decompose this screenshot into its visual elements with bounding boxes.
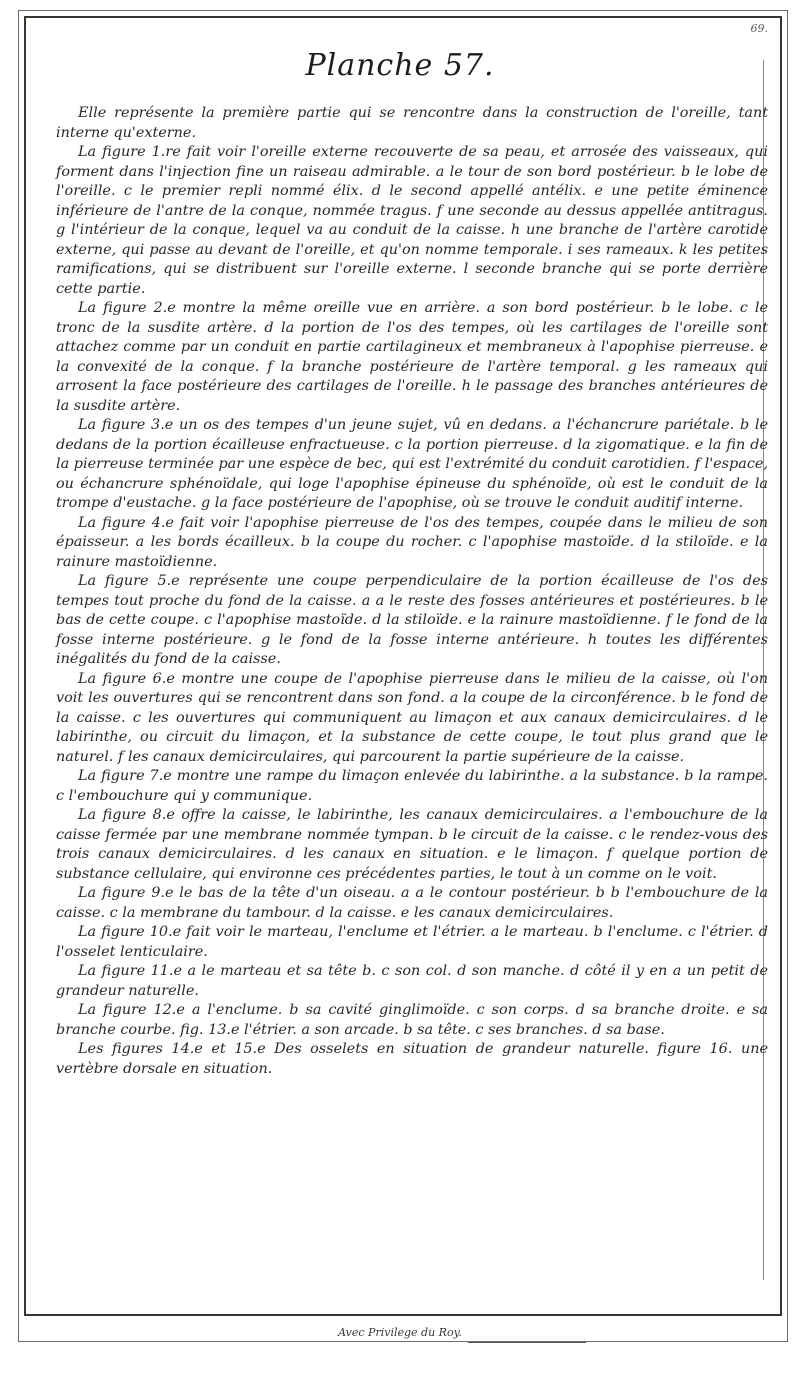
paragraph-figure-12: La figure 12.e a l'enclume. b sa cavité ginglimoïde. c son corps. d sa branche droite. e sa branche courbe. fig. 13.e l'étrier. a son arcade. b sa tête. c ses branches. d sa base. — [56, 1002, 768, 1038]
paragraph-figure-8: La figure 8.e offre la caisse, le labirinthe, les canaux demicirculaires. a l'embouchure de la caisse fermée par une membrane nommée tympan. b le circuit de la caisse. c le rendez-vous des trois canaux demicirculaires. d les canaux en situation. e le limaçon. f quelque portion de substance cellulaire, qui environne ces précédentes parties, le tout à un comme on le voit. — [56, 807, 768, 882]
paragraph-figure-4: La figure 4.e fait voir l'apophise pierreuse de l'os des tempes, coupée dans le milieu de son épaisseur. a les bords écailleux. b la coupe du rocher. c l'apophise mastoïde. d la stiloïde. e la rainure mastoïdienne. — [56, 514, 768, 570]
paragraph-figure-2: La figure 2.e montre la même oreille vue en arrière. a son bord postérieur. b le lobe. c le tronc de la susdite artère. d la portion de l'os des tempes, où les cartilages de l'oreille sont attachez comme par un conduit en partie cartilagineux et membraneux à l'apophise pierreuse. e la convexité de la conque. f la branche postérieure de l'artère temporal. g les rameaux qui arrosent la face postérieure des cartilages de l'oreille. h le passage des branches antérieures de la susdite artère. — [56, 300, 768, 414]
paragraph-figure-10: La figure 10.e fait voir le marteau, l'enclume et l'étrier. a le marteau. b l'enclume. c l'étrier. d l'osselet lenticulaire. — [56, 924, 768, 960]
paragraph-figure-7: La figure 7.e montre une rampe du limaçon enlevée du labirinthe. a la substance. b la rampe. c l'embouchure qui y communique. — [56, 768, 768, 804]
paragraph-figure-6: La figure 6.e montre une coupe de l'apophise pierreuse dans le milieu de la caisse, où l'on voit les ouvertures qui se rencontrent dans son fond. a la coupe de la circonférence. b le fond de la caisse. c les ouvertures qui communiquent au limaçon et aux canaux demicirculaires. d le labirinthe, ou circuit du limaçon, et la substance de cette coupe, le tout plus grand que le naturel. f les canaux demicirculaires, qui parcourent la partie supérieure de la caisse. — [56, 670, 768, 765]
paragraph-figure-14-15: Les figures 14.e et 15.e Des osselets en situation de grandeur naturelle. figure 16. une vertèbre dorsale en situation. — [56, 1041, 768, 1077]
paragraph-figure-11: La figure 11.e a le marteau et sa tête b. c son col. d son manche. d côté il y en a un petit de grandeur naturelle. — [56, 963, 768, 999]
paragraph-figure-9: La figure 9.e le bas de la tête d'un oiseau. a a le contour postérieur. b b l'embouchure de la caisse. c la membrane du tambour. d la caisse. e les canaux demicirculaires. — [56, 885, 768, 921]
paragraph-figure-1: La figure 1.re fait voir l'oreille externe recouverte de sa peau, et arrosée des vaisseaux, qui forment dans l'injection fine un raiseau admirable. a le tour de son bord postérieur. b le lobe de l'oreille. c le premier repli nommé élix. d le second appellé antélix. e une petite éminence inférieure de l'antre de la conque, nommée tragus. f une seconde au dessus appellée antitragus. g l'intérieur de la conque, lequel va au conduit de la caisse. h une branche de l'artère carotide externe, qui passe au devant de l'oreille, et qu'on nomme temporale. i ses rameaux. k les petites ramifications, qui se distribuent sur l'oreille externe. l seconde branche qui se porte derrière cette partie. — [56, 144, 768, 297]
paragraph-figure-5: La figure 5.e représente une coupe perpendiculaire de la portion écailleuse de l'os des tempes tout proche du fond de la caisse. a a le reste des fosses antérieures et postérieures. b le bas de cette coupe. c l'apophise mastoïde. d la stiloïde. e la rainure mastoïdienne. f le fond de la fosse interne postérieure. g le fond de la fosse interne antérieure. h toutes les différentes inégalités du fond de la caisse. — [56, 573, 768, 667]
privilege-footer: Avec Privilege du Roy. — [338, 1326, 462, 1339]
paragraph-figure-3: La figure 3.e un os des tempes d'un jeune sujet, vû en dedans. a l'échancrure pariétale. b le dedans de la portion écailleuse enfractueuse. c la portion pierreuse. d la zigomatique. e la fin de la pierreuse terminée par une espèce de bec, qui est l'extrémité du conduit carotidien. f l'espace, ou échancrure sphénoïdale, qui loge l'apophise épineuse du sphénoïde, où est le conduit de la trompe d'eustache. g la face postérieure de l'apophise, où se trouve le conduit auditif interne. — [56, 417, 768, 511]
plate-title: Planche 57. — [305, 48, 495, 83]
paragraph-intro: Elle représente la première partie qui se rencontre dans la construction de l'oreille, tant interne qu'externe. — [56, 105, 768, 141]
page-number: 69. — [750, 22, 768, 35]
privilege-underline — [468, 1342, 586, 1343]
plate-description — [56, 104, 768, 1079]
